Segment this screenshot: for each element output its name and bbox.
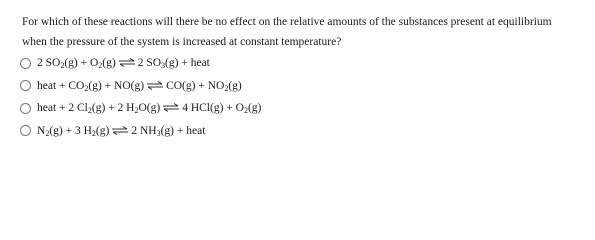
equation-2 [37,80,242,92]
equation-4 [37,125,205,137]
equation-term: N $_2$ (g) [37,124,63,138]
question-line-1: For which of these reactions will there be no effect on the relative amounts of the substances present at equilibrium [22,16,552,28]
equation-term: 2 SO $_3$ (g) [137,57,179,71]
equation-term: 2 SO $_2$ (g) [37,57,78,71]
equation-term: CO(g) [166,79,196,92]
radio-unselected-icon[interactable] [20,58,31,69]
equilibrium-arrow-icon [112,126,128,135]
equation-term: + NO $_2$ (g) [195,79,242,93]
question-line-2: when the pressure of the system is increased at constant temperature? [22,36,342,48]
equation-term: + 2 H $_2$ O(g) [105,102,161,116]
equation-term: + 3 H $_2$ (g) [62,124,110,138]
answer-option-2[interactable] [20,75,261,98]
equation-term: 2 NH $_3$ (g) [131,124,174,138]
equation-term: + heat [174,124,206,137]
equation-term: + O $_2$ (g) [223,102,262,116]
radio-unselected-icon[interactable] [20,80,31,91]
equation-term: heat + 2 Cl $_2$ (g) [37,102,106,116]
equilibrium-arrow-icon [119,58,135,67]
radio-unselected-icon[interactable] [20,103,31,114]
equilibrium-arrow-icon [163,103,179,112]
answer-option-3[interactable] [20,97,261,120]
equilibrium-arrow-icon [147,81,163,90]
equation-term: + NO(g) [101,79,145,92]
radio-unselected-icon[interactable] [20,125,31,136]
equation-term: + O $_2$ (g) [77,57,116,71]
answer-options [20,52,261,142]
equation-term: heat + CO $_2$ (g) [37,79,102,93]
question-text [22,12,582,52]
equation-term: 4 HCl(g) [182,102,224,115]
equation-term: + heat [178,57,210,70]
equation-3 [37,102,261,114]
equation-1 [37,57,210,69]
answer-option-1[interactable] [20,52,261,75]
answer-option-4[interactable] [20,120,261,143]
